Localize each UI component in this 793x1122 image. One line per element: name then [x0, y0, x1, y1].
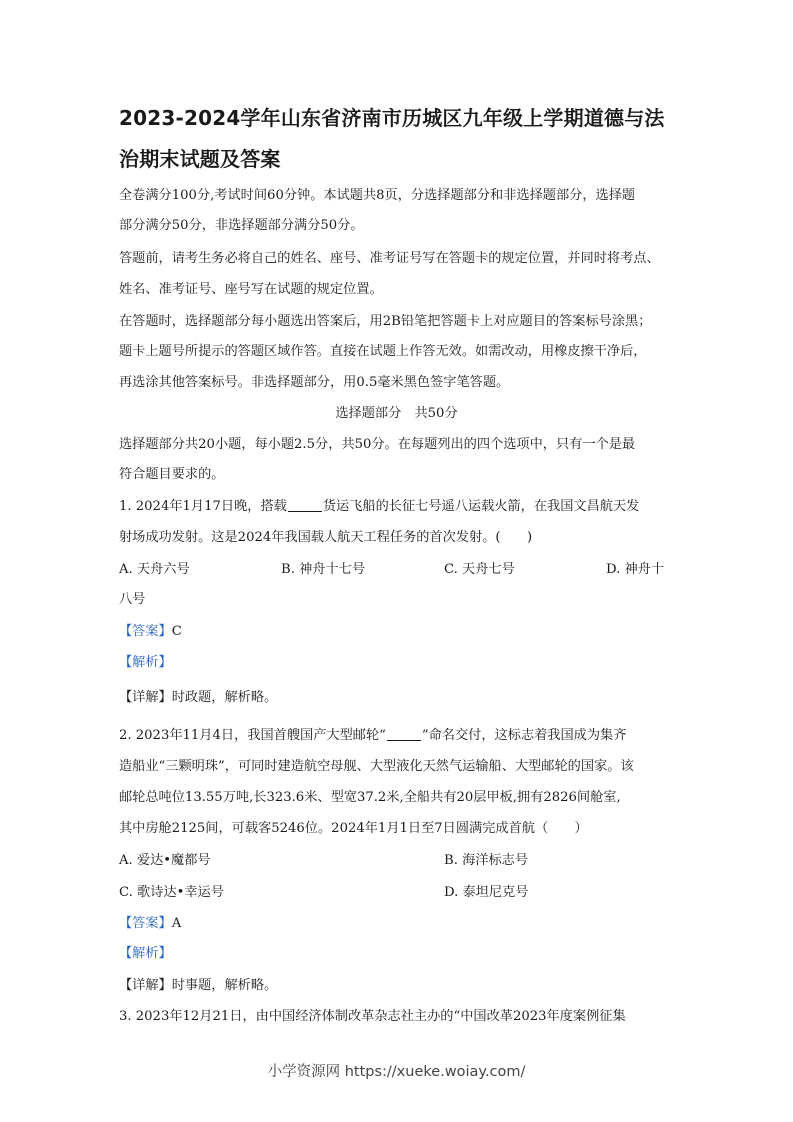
question-1-option-b: B. 神舟十七号 [281, 562, 366, 577]
intro-line: 在答题时，选择题部分每小题选出答案后，用2B铅笔把答题卡上对应题目的答案标号涂黑； [119, 314, 652, 329]
answer-value: A [171, 916, 182, 931]
question-2-stem-end: ”命名交付，这标志着我国成为集齐 [421, 728, 627, 743]
answer-tag: 【答案】 [119, 624, 172, 639]
fill-in-blank [387, 726, 421, 741]
question-1-stem-line-2: 射场成功发射。这是2024年我国载人航天工程任务的首次发射。( ) [119, 530, 533, 545]
detail-text: 时事题，解析略。 [171, 978, 278, 993]
question-1-analysis [119, 653, 172, 673]
question-2-answer [119, 914, 181, 934]
detail-text: 时政题，解析略。 [171, 690, 278, 705]
page-footer: 小学资源网 https://xueke.woiay.com/ [267, 1064, 526, 1080]
section-description: 选择题部分共20小题，每小题2.5分，共50分。在每题列出的四个选项中，只有一个是最 [119, 437, 636, 452]
intro-line: 姓名、准考证号、座号写在试题的规定位置。 [119, 282, 383, 297]
question-2-option-b: B. 海洋标志号 [444, 853, 529, 868]
intro-line: 再选涂其他答案标号。非选择题部分，用0.5毫米黑色签字笔答题。 [119, 375, 510, 390]
question-1-stem-start: 1. 2024年1月17日晚，搭载 [119, 499, 287, 514]
question-2-stem-line: 造船业“三颗明珠”，可同时建造航空母舰、大型液化天然气运输船、大型邮轮的国家。该 [119, 759, 634, 774]
question-2-option-d: D. 泰坦尼克号 [444, 885, 529, 900]
fill-in-blank [288, 497, 322, 512]
question-1-stem [119, 497, 639, 517]
question-1-answer [119, 622, 182, 642]
document-title-line-2: 治期末试题及答案 [119, 147, 281, 171]
question-1-option-d: D. 神舟十 [606, 562, 665, 577]
question-2-stem-line: 邮轮总吨位13.55万吨,长323.6米、型宽37.2米,全船共有20层甲板,拥有2826间舱室, [119, 790, 621, 805]
question-2-detail [119, 976, 277, 996]
intro-line: 答题前，请考生务必将自己的姓名、座号、准考证号写在答题卡的规定位置，并同时将考点、 [119, 251, 660, 266]
question-3-stem: 3. 2023年12月21日，由中国经济体制改革杂志社主办的“中国改革2023年度案例征集 [119, 1009, 626, 1024]
intro-line: 题卡上题号所提示的答题区域作答。直接在试题上作答无效。如需改动，用橡皮擦干净后， [119, 344, 647, 359]
question-2-stem [119, 726, 626, 746]
document-title-line-1: 2023-2024学年山东省济南市历城区九年级上学期道德与法 [119, 106, 665, 130]
question-1-option-c: C. 天舟七号 [444, 562, 515, 577]
detail-tag: 【详解】 [119, 690, 172, 705]
analysis-tag: 【解析】 [119, 946, 172, 961]
question-2-stem-start: 2. 2023年11月4日，我国首艘国产大型邮轮“ [119, 728, 386, 743]
detail-tag: 【详解】 [119, 978, 172, 993]
intro-line: 全卷满分100分,考试时间60分钟。本试题共8页，分选择题部分和非选择题部分，选择题 [119, 188, 636, 203]
question-1-option-d-wrap: 八号 [119, 592, 146, 607]
question-1-detail [119, 688, 277, 708]
question-2-stem-line: 其中房舱2125间，可载客5246位。2024年1月1日至7日圆满完成首航（ ） [119, 821, 588, 836]
section-description: 符合题目要求的。 [119, 467, 225, 482]
intro-line: 部分满分50分，非选择题部分满分50分。 [119, 218, 364, 233]
question-2-option-a: A. 爱达•魔都号 [119, 853, 211, 868]
analysis-tag: 【解析】 [119, 655, 172, 670]
answer-tag: 【答案】 [119, 916, 172, 931]
question-2-analysis [119, 944, 172, 964]
section-heading: 选择题部分 共50分 [335, 406, 458, 421]
question-2-option-c: C. 歌诗达•幸运号 [119, 885, 224, 900]
answer-value: C [171, 624, 182, 639]
question-1-stem-end: 货运飞船的长征七号遥八运载火箭，在我国文昌航天发 [322, 499, 640, 514]
question-1-option-a: A. 天舟六号 [119, 562, 190, 577]
